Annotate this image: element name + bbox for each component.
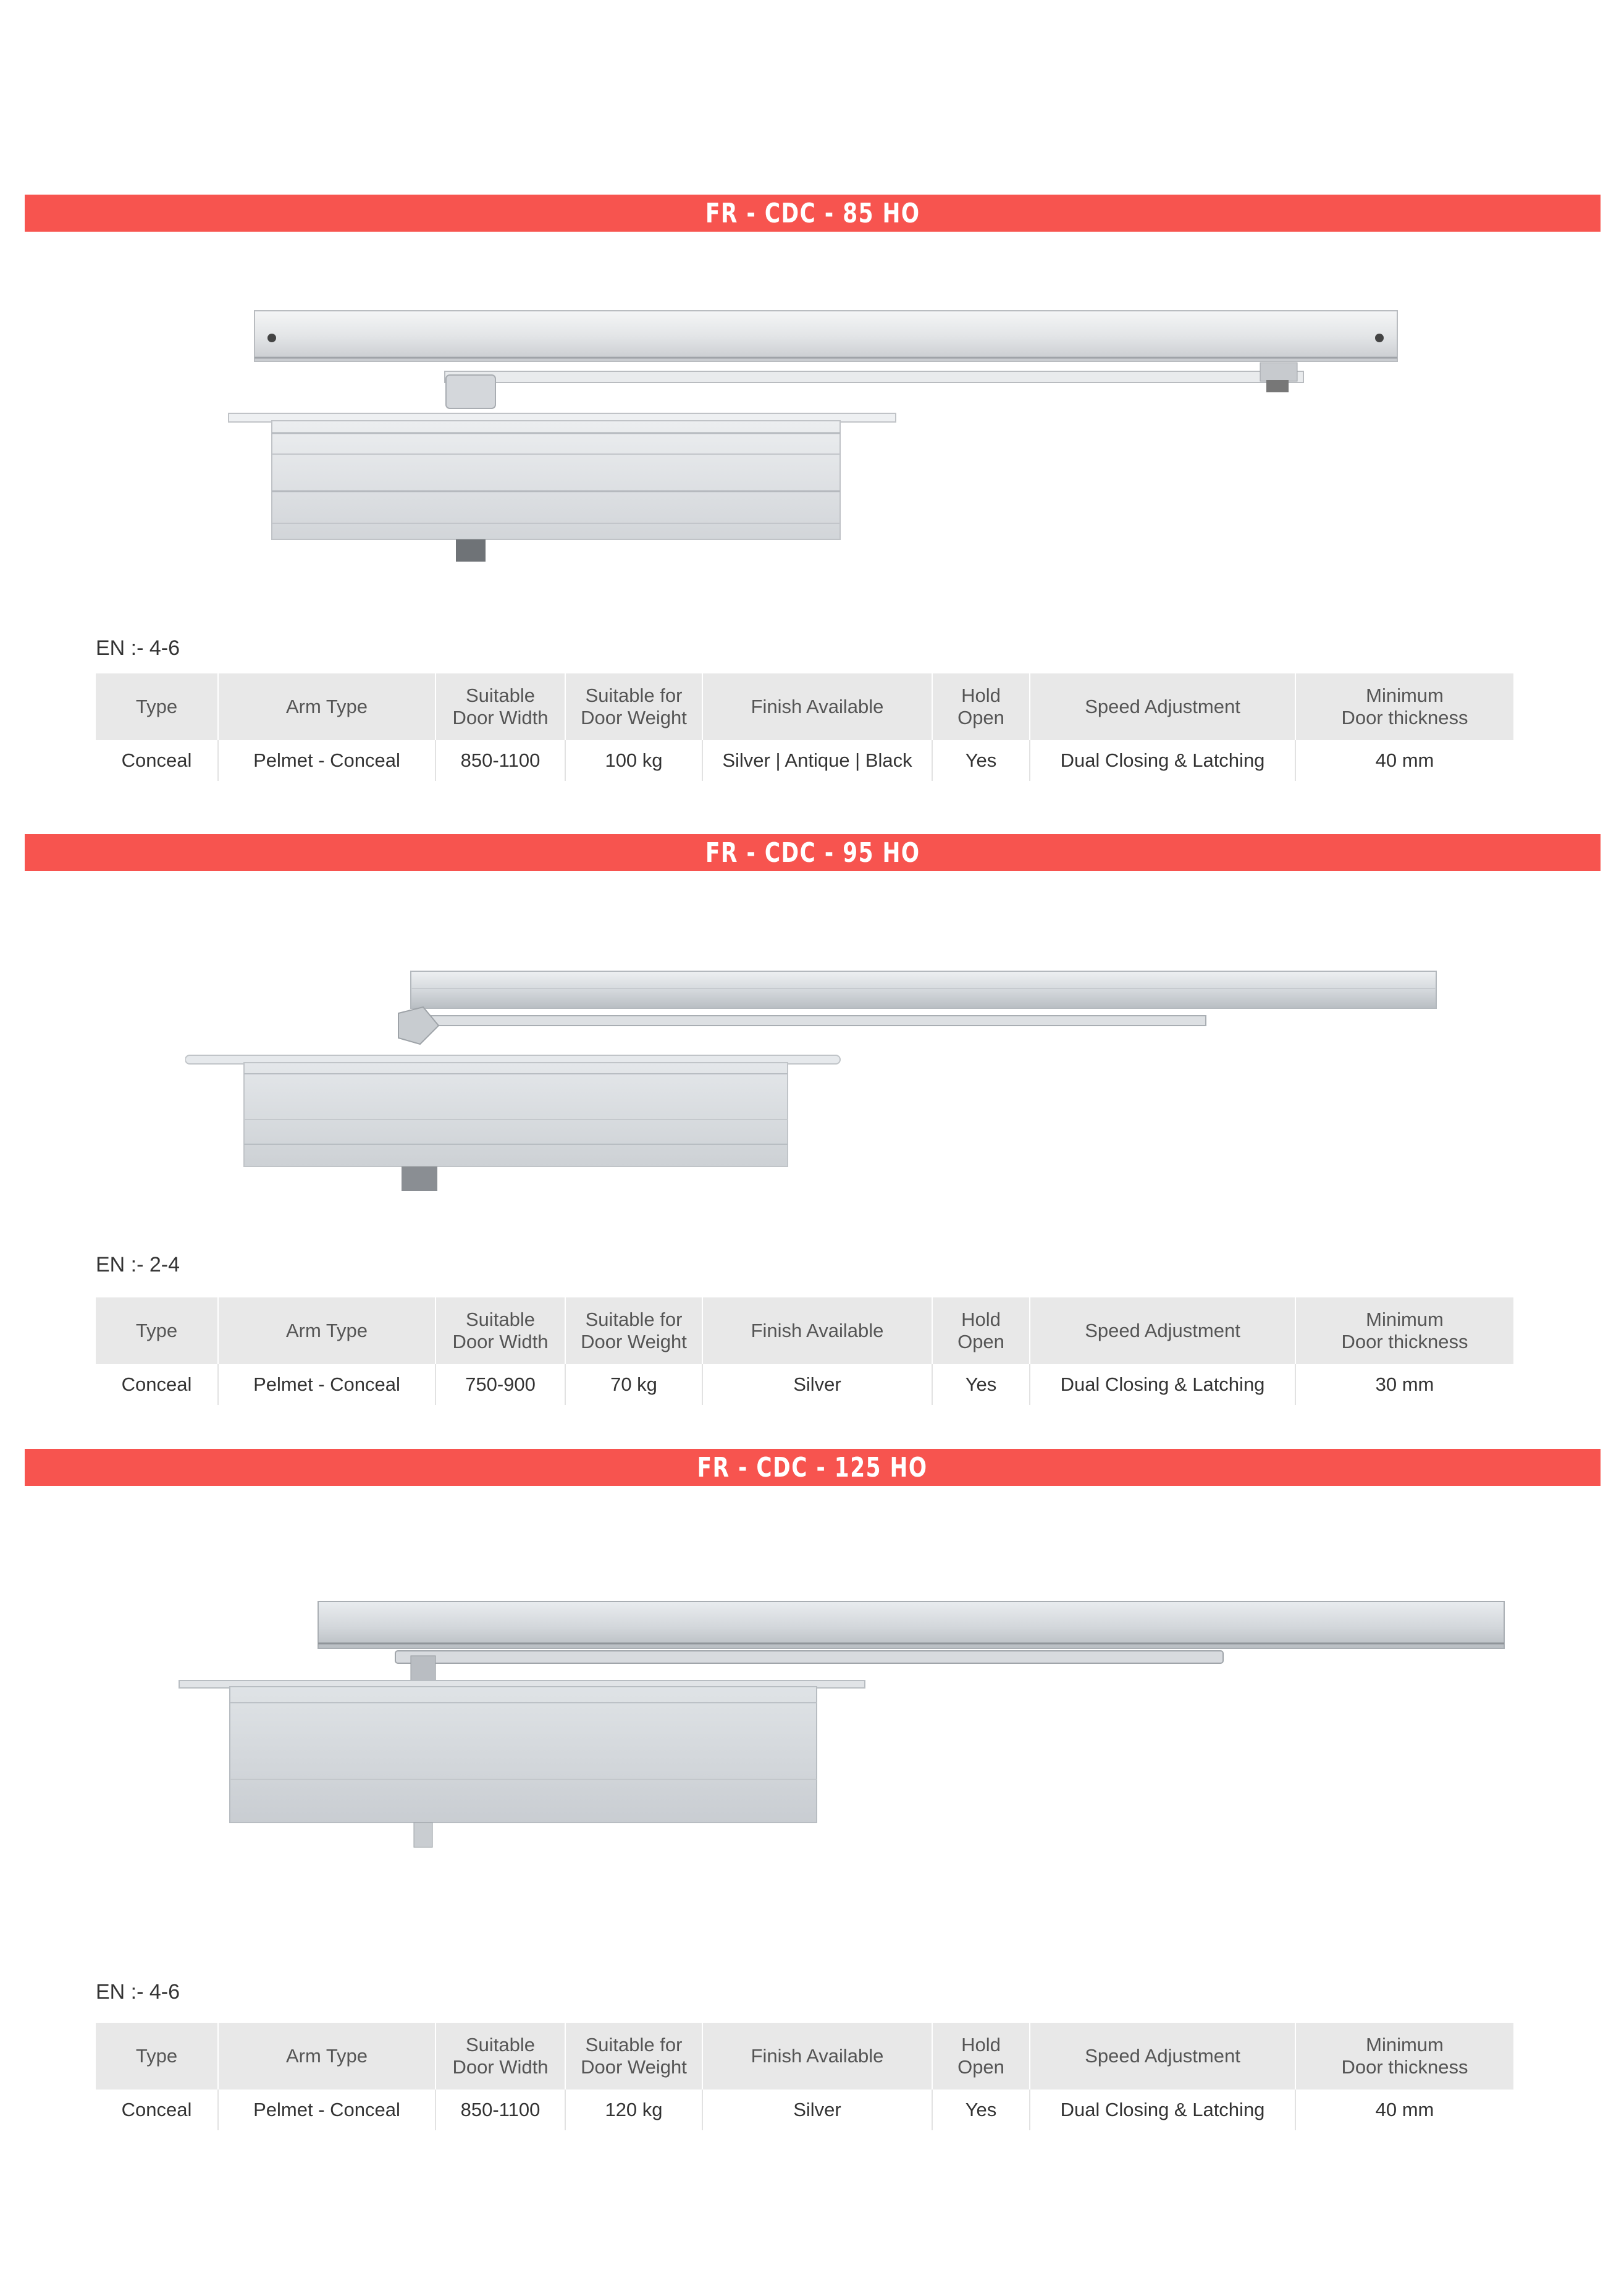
header-arm-type: Arm Type [218, 673, 435, 740]
header-type: Type [96, 673, 218, 740]
cell-door-weight: 100 kg [565, 740, 702, 781]
cell-hold-open: Yes [932, 740, 1030, 781]
cell-type: Conceal [96, 740, 218, 781]
product-title-band [25, 1449, 1601, 1486]
header-door-weight: Suitable for Door Weight [565, 2023, 702, 2090]
cell-speed: Dual Closing & Latching [1030, 1364, 1295, 1405]
header-speed: Speed Adjustment [1030, 673, 1295, 740]
header-type: Type [96, 1297, 218, 1364]
spec-data-row [96, 2090, 1513, 2130]
header-door-width: Suitable Door Width [435, 1297, 565, 1364]
header-arm-type: Arm Type [218, 1297, 435, 1364]
en-rating: EN :- 2-4 [96, 1253, 180, 1276]
header-door-width: Suitable Door Width [435, 673, 565, 740]
cell-arm-type: Pelmet - Conceal [218, 740, 435, 781]
cell-arm-type: Pelmet - Conceal [218, 1364, 435, 1405]
header-thickness: Minimum Door thickness [1295, 1297, 1513, 1364]
header-type: Type [96, 2023, 218, 2090]
cell-door-width: 850-1100 [435, 740, 565, 781]
header-arm-type: Arm Type [218, 2023, 435, 2090]
header-hold-open: Hold Open [932, 1297, 1030, 1364]
en-rating: EN :- 4-6 [96, 636, 180, 660]
header-door-weight: Suitable for Door Weight [565, 673, 702, 740]
cell-hold-open: Yes [932, 2090, 1030, 2130]
cell-type: Conceal [96, 1364, 218, 1405]
cell-speed: Dual Closing & Latching [1030, 2090, 1295, 2130]
header-thickness: Minimum Door thickness [1295, 673, 1513, 740]
product-title: FR - CDC - 125 HO [697, 1451, 928, 1483]
header-hold-open: Hold Open [932, 2023, 1030, 2090]
spec-header-row [96, 2023, 1513, 2090]
cell-arm-type: Pelmet - Conceal [218, 2090, 435, 2130]
cell-type: Conceal [96, 2090, 218, 2130]
door-closer-image [173, 1594, 1520, 1853]
header-door-width: Suitable Door Width [435, 2023, 565, 2090]
product-title: FR - CDC - 95 HO [705, 837, 920, 869]
header-speed: Speed Adjustment [1030, 2023, 1295, 2090]
header-hold-open: Hold Open [932, 673, 1030, 740]
cell-door-weight: 70 kg [565, 1364, 702, 1405]
cell-thickness: 30 mm [1295, 1364, 1513, 1405]
header-finish: Finish Available [702, 2023, 932, 2090]
cell-finish: Silver | Antique | Black [702, 740, 932, 781]
spec-table [96, 2023, 1513, 2130]
header-finish: Finish Available [702, 1297, 932, 1364]
cell-speed: Dual Closing & Latching [1030, 740, 1295, 781]
cell-finish: Silver [702, 2090, 932, 2130]
cell-finish: Silver [702, 1364, 932, 1405]
cell-door-width: 850-1100 [435, 2090, 565, 2130]
cell-hold-open: Yes [932, 1364, 1030, 1405]
cell-thickness: 40 mm [1295, 2090, 1513, 2130]
en-rating: EN :- 4-6 [96, 1980, 180, 2004]
header-door-weight: Suitable for Door Weight [565, 1297, 702, 1364]
cell-door-width: 750-900 [435, 1364, 565, 1405]
cell-door-weight: 120 kg [565, 2090, 702, 2130]
header-thickness: Minimum Door thickness [1295, 2023, 1513, 2090]
cell-thickness: 40 mm [1295, 740, 1513, 781]
product-title: FR - CDC - 85 HO [705, 197, 920, 229]
header-finish: Finish Available [702, 673, 932, 740]
header-speed: Speed Adjustment [1030, 1297, 1295, 1364]
